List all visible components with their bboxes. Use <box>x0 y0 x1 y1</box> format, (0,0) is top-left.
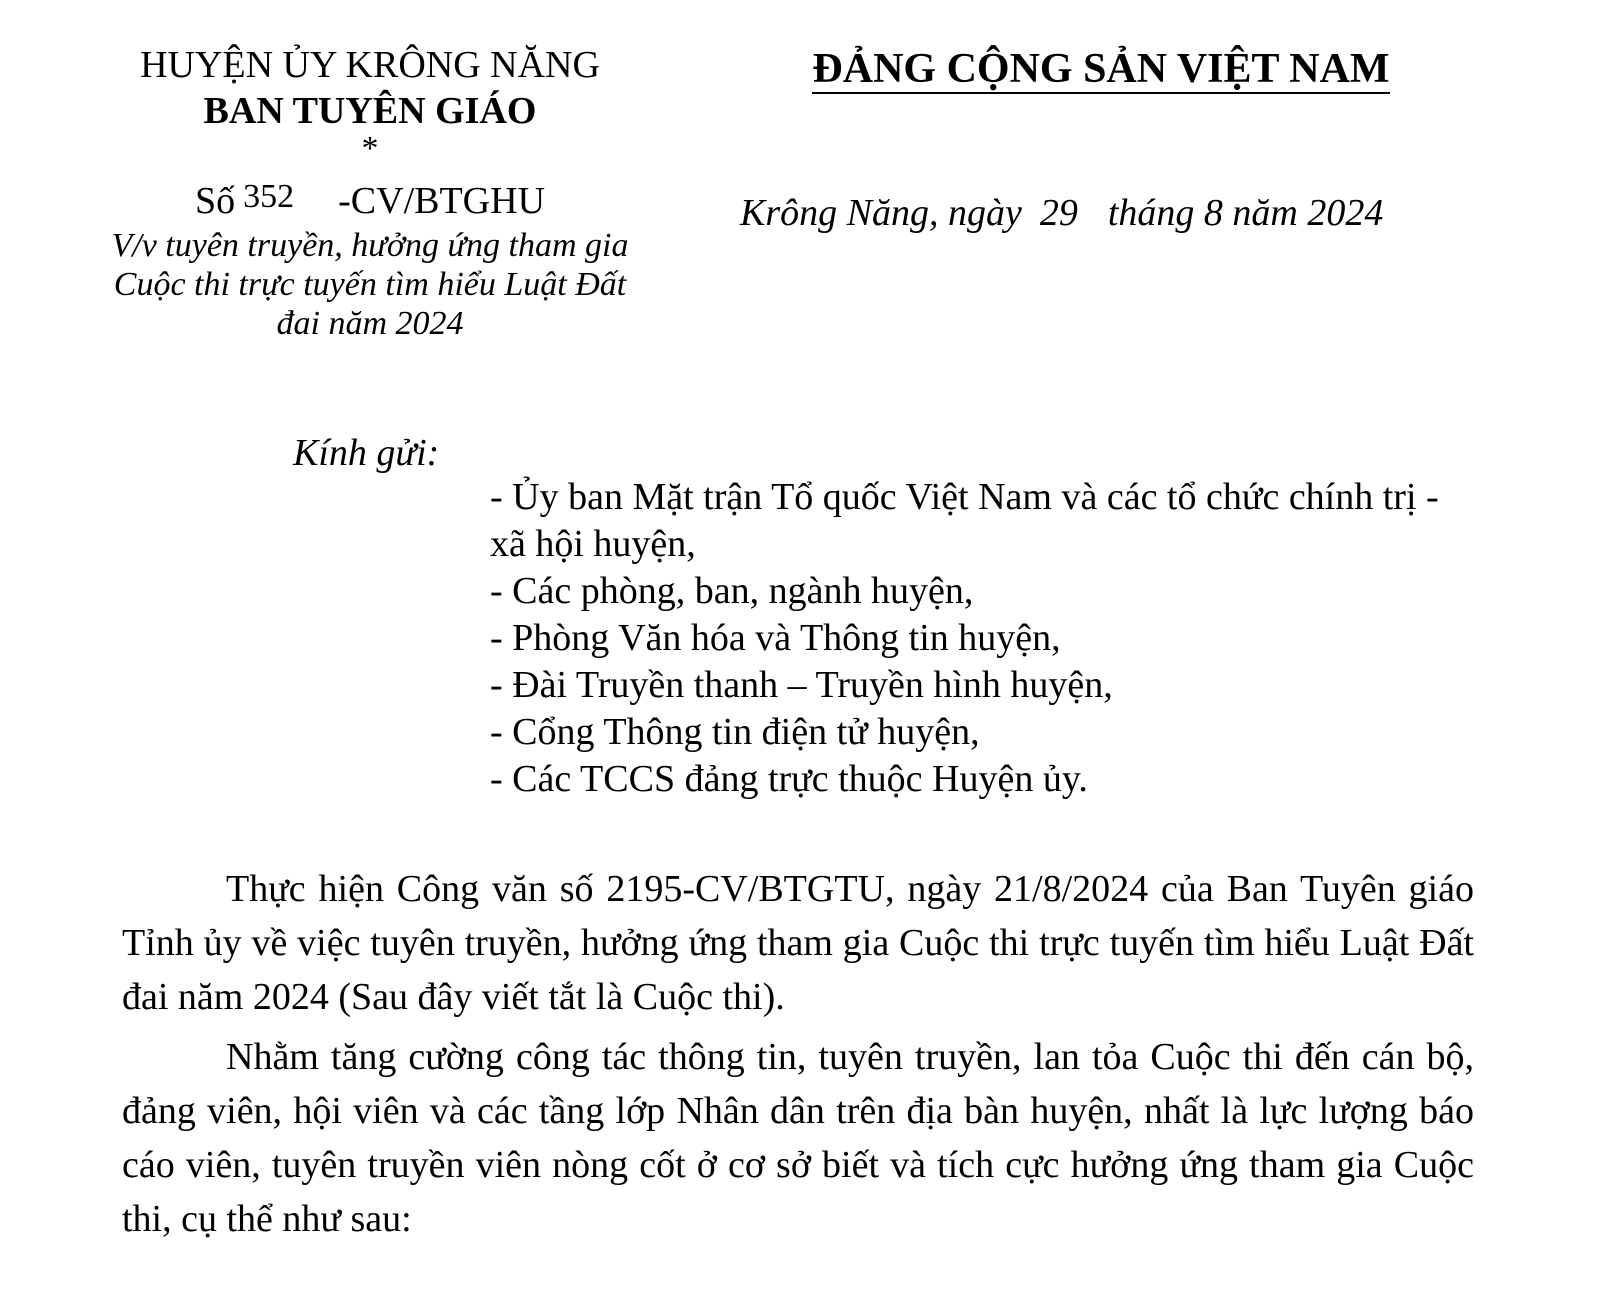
organization-name: BAN TUYÊN GIÁO <box>203 90 537 132</box>
recipient-item: - Các TCCS đảng trực thuộc Huyện ủy. <box>490 758 1088 800</box>
place-and-date <box>740 190 1383 236</box>
document-number-suffix: -CV/BTGHU <box>338 180 546 222</box>
parent-organization: HUYỆN ỦY KRÔNG NĂNG <box>140 44 600 86</box>
recipients-label: Kính gửi: <box>293 432 440 474</box>
party-title-text: ĐẢNG CỘNG SẢN VIỆT NAM <box>812 46 1390 92</box>
star-separator: * <box>361 130 379 167</box>
document-number-value: 352 <box>243 178 295 215</box>
recipient-item: - Cổng Thông tin điện tử huyện, <box>490 711 980 753</box>
party-title <box>795 40 1407 98</box>
body-paragraph-2: Nhằm tăng cường công tác thông tin, tuyên truyền, lan tỏa Cuộc thi đến cán bộ, đảng viên, hội viên và các tầng lớp Nhân dân trên địa bàn huyện, nhất là lực lượng báo cáo viên, tuyên truyền viên nòng cốt ở cơ sở biết và tích cực hưởng ứng tham gia Cuộc thi, cụ thể như sau: <box>122 1036 1474 1240</box>
subject-line: Cuộc thi trực tuyến tìm hiểu Luật Đất <box>113 266 627 303</box>
recipient-item: - Các phòng, ban, ngành huyện, <box>490 570 974 612</box>
place-date-prefix: Krông Năng, ngày <box>740 192 1022 234</box>
recipient-item: - Ủy ban Mặt trận Tổ quốc Việt Nam và các tổ chức chính trị - xã hội huyện, <box>490 476 1439 565</box>
issuing-organization-block <box>90 42 650 343</box>
document-number <box>90 178 650 226</box>
recipient-item: - Phòng Văn hóa và Thông tin huyện, <box>490 617 1061 659</box>
recipients-list <box>490 474 1482 803</box>
place-date-suffix: tháng 8 năm 2024 <box>1107 192 1384 234</box>
document-subject <box>90 226 650 343</box>
document-number-prefix: Số <box>194 180 236 222</box>
body-paragraph-1: Thực hiện Công văn số 2195-CV/BTGTU, ngày 21/8/2024 của Ban Tuyên giáo Tỉnh ủy về việc tuyên truyền, hưởng ứng tham gia Cuộc thi trực tuyến tìm hiểu Luật Đất đai năm 2024 (Sau đây viết tắt là Cuộc thi). <box>122 868 1474 1018</box>
subject-line: V/v tuyên truyền, hưởng ứng tham gia <box>111 227 629 264</box>
subject-line: đai năm 2024 <box>276 305 464 342</box>
date-day: 29 <box>1039 192 1078 234</box>
recipient-item: - Đài Truyền thanh – Truyền hình huyện, <box>490 664 1113 706</box>
